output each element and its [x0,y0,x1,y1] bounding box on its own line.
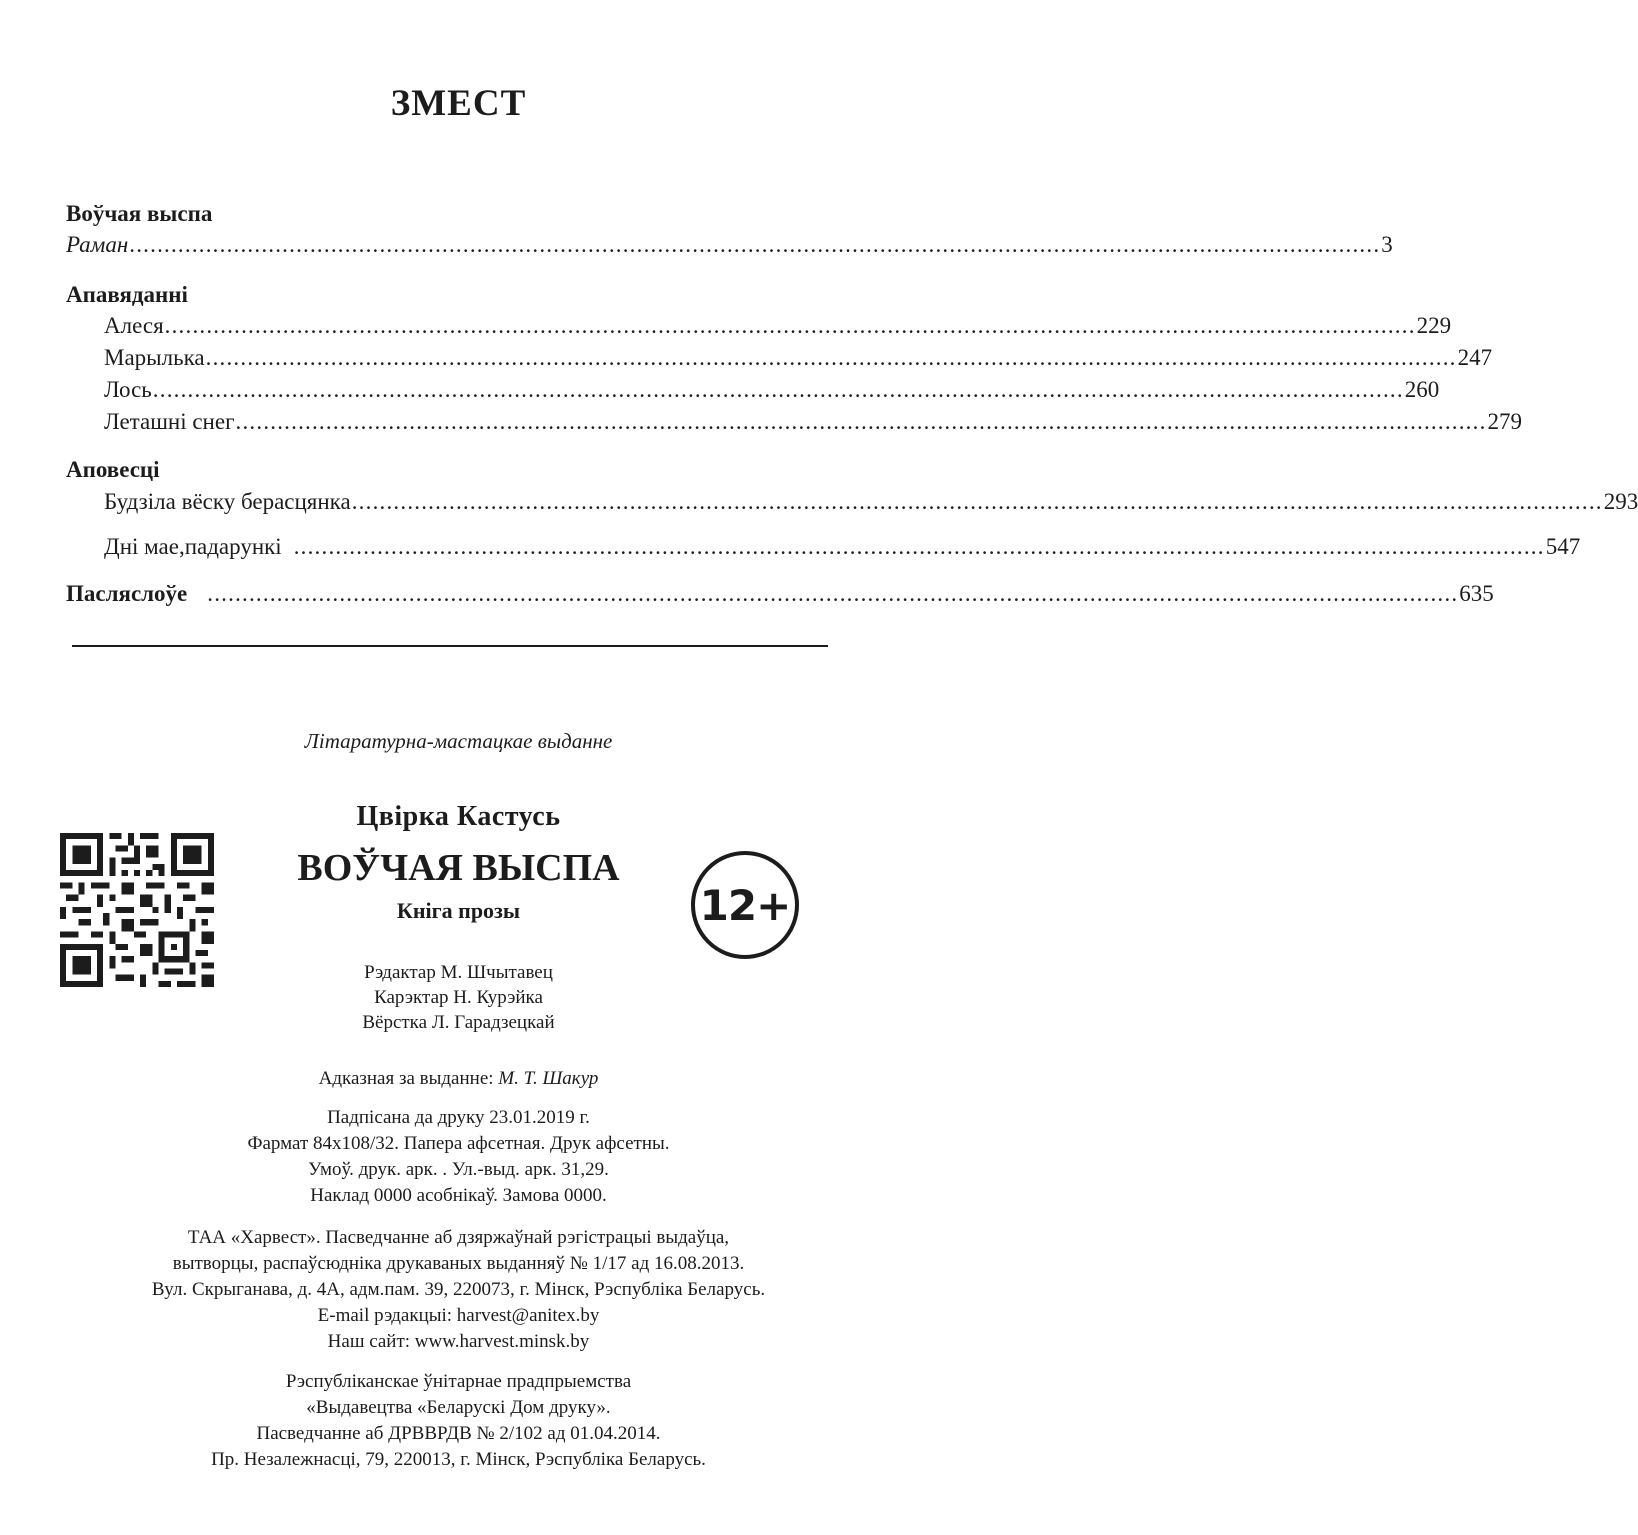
printer-info-line: Пр. Незалежнасці, 79, 220013, г. Мінск, Рэспубліка Беларусь. [211,1449,706,1470]
book-title: ВОЎЧАЯ ВЫСПА [297,847,620,889]
age-rating-badge: 12+ [691,851,799,959]
publisher-info-line: ТАА «Харвест». Пасведчанне аб дзяржаўнай рэгістрацыі выдаўца, [187,1227,730,1248]
print-info-line: Наклад 0000 асобнікаў. Замова 0000. [310,1185,607,1206]
book-subtitle: Кніга прозы [396,898,521,923]
toc-entry-label: Пасляслоўе [66,581,188,606]
toc-entry-page: 260 [1404,377,1440,402]
toc-entry[interactable] [104,311,1452,341]
toc-leader: .................................................................................................................................................................................... [152,377,1404,402]
toc-leader: .................................................................................................................................................................................... [164,313,1416,338]
toc-entry[interactable] [104,407,1523,437]
toc-entry-page: 229 [1416,313,1452,338]
edition-type: Літаратурна-мастацкае выданне [304,729,613,753]
toc-heading-part1: Воўчая выспа [66,201,213,226]
toc-entry-label: Марылька [104,345,205,370]
toc-leader: .................................................................................................................................................................................... [207,581,1459,606]
print-info-line: Падпісана да друку 23.01.2019 г. [327,1107,590,1128]
publisher-email[interactable]: E-mail рэдакцыі: harvest@anitex.by [317,1305,600,1326]
toc-entry-page: 247 [1457,345,1493,370]
toc-leader: .................................................................................................................................................................................... [205,345,1457,370]
toc-entry-page: 547 [1545,534,1581,559]
toc-entry-label: Лось [104,377,152,402]
toc-entry[interactable] [66,230,1393,260]
staff-line: Вёрстка Л. Гарадзецкай [362,1012,555,1033]
print-info-line: Умоў. друк. арк. . Ул.-выд. арк. 31,29. [308,1159,609,1180]
toc-entry-page: 635 [1459,581,1494,606]
toc-entry-label: Будзіла вёску берасцянка [104,489,351,514]
toc-leader: .................................................................................................................................................................................... [235,409,1487,434]
publisher-info-line: вытворцы, распаўсюдніка друкаваных выданняў № 1/17 ад 16.08.2013. [172,1253,745,1274]
toc-entry-label: Раман [66,232,129,257]
print-info-line: Фармат 84x108/32. Папера афсетная. Друк афсетны. [247,1133,670,1154]
toc-leader: .................................................................................................................................................................................... [351,489,1603,514]
staff-line: Карэктар Н. Курэйка [374,987,543,1008]
toc-entry-label: Леташні снег [104,409,235,434]
divider [72,645,828,647]
toc-entry[interactable] [104,487,1638,517]
printer-info-line: Пасведчанне аб ДРВВРДВ № 2/102 ад 01.04.2014. [256,1423,661,1444]
page-title: ЗМЕСТ [390,83,527,124]
responsible-line [0,1068,917,1090]
toc-leader: .................................................................................................................................................................................... [293,534,1545,559]
author-name: Цвірка Кастусь [356,801,561,832]
publisher-website[interactable]: Наш сайт: www.harvest.minsk.by [327,1331,590,1352]
toc-entry[interactable] [104,375,1440,405]
toc-entry-label: Алеся [104,313,164,338]
staff-line: Рэдактар М. Шчытавец [364,962,553,983]
printer-info-line: Рэспубліканскае ўнітарнае прадпрыемства [285,1371,632,1392]
toc-entry-page: 293 [1603,489,1638,514]
toc-heading-part3: Аповесці [66,457,160,482]
toc-leader: .................................................................................................................................................................................... [129,232,1381,257]
publisher-info-line: Вул. Скрыганава, д. 4А, адм.пам. 39, 220073, г. Мінск, Рэспубліка Беларусь. [151,1279,766,1300]
toc-entry[interactable] [104,343,1493,373]
responsible-label: Адказная за выданне: [318,1068,494,1089]
responsible-name: М. Т. Шакур [498,1068,599,1089]
toc-heading-part2: Апавяданні [66,282,188,307]
toc-entry-label: Дні мае,падарункі [104,534,282,559]
toc-entry[interactable] [104,532,1581,562]
toc-entry-page: 3 [1381,232,1393,257]
printer-info-line: «Выдавецтва «Беларускі Дом друку». [306,1397,611,1418]
toc-entry-page: 279 [1487,409,1523,434]
toc-entry-afterword[interactable] [66,579,1494,609]
